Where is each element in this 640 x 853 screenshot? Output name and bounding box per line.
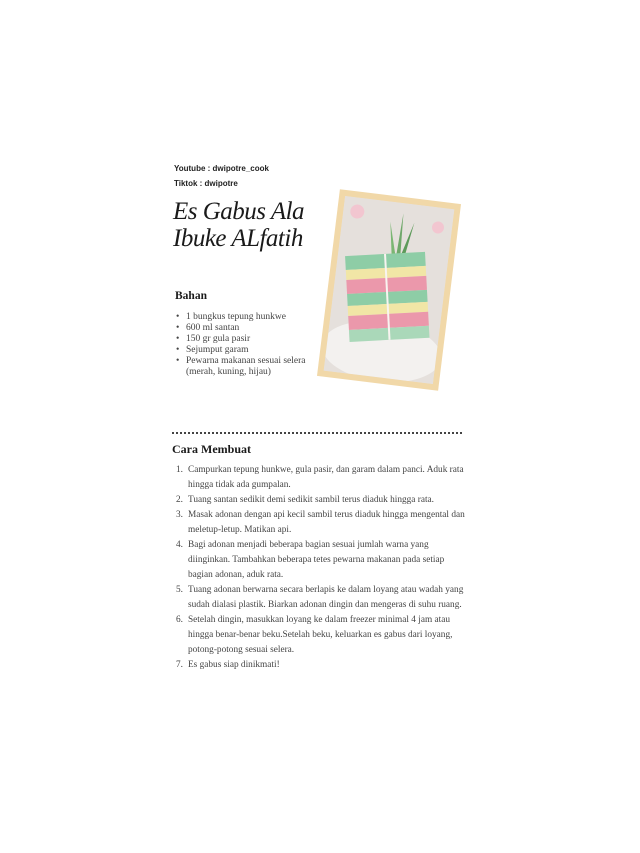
ingredient-item: • 1 bungkus tepung hunkwe xyxy=(186,312,316,323)
method-heading: Cara Membuat xyxy=(172,442,251,456)
recipe-title xyxy=(173,198,304,252)
ingredient-item: • 600 ml santan xyxy=(186,323,316,334)
method-step: 2. Tuang santan sedikit demi sedikit sambil terus diaduk hingga rata. xyxy=(176,495,434,505)
tiktok-handle: Tiktok : dwipotre xyxy=(174,179,238,188)
ingredients-heading: Bahan xyxy=(175,290,207,302)
ingredient-item: • Sejumput garam xyxy=(186,345,316,356)
es-gabus-illustration xyxy=(324,196,455,384)
method-steps-list xyxy=(176,463,466,673)
method-step: 4. Bagi adonan menjadi beberapa bagian sesuai jumlah warna yang diinginkan. Tambahkan beberapa tetes pewarna makanan pada setiap bagian adonan, aduk rata. xyxy=(176,540,445,580)
method-step: 7. Es gabus siap dinikmati! xyxy=(176,660,280,670)
ingredients-list xyxy=(175,312,316,378)
method-step: 6. Setelah dingin, masukkan loyang ke dalam freezer minimal 4 jam atau hingga benar-benar beku.Setelah beku, keluarkan es gabus dari loyang, potong-potong sesuai selera. xyxy=(176,615,453,655)
ingredient-item: • 150 gr gula pasir xyxy=(186,334,316,345)
method-step: 1. Campurkan tepung hunkwe, gula pasir, dan garam dalam panci. Aduk rata hingga tidak ada gumpalan. xyxy=(176,465,464,490)
recipe-title-line-2: Ibuke ALfatih xyxy=(173,225,303,252)
youtube-handle: Youtube : dwipotre_cook xyxy=(174,164,269,173)
recipe-photo-frame xyxy=(317,189,461,390)
recipe-photo xyxy=(324,196,455,384)
ingredient-item: • Pewarna makanan sesuai selera (merah, kuning, hijau) xyxy=(186,356,316,378)
recipe-title-line-1: Es Gabus Ala xyxy=(173,198,305,225)
section-divider xyxy=(172,432,462,434)
method-step: 5. Tuang adonan berwarna secara berlapis ke dalam loyang atau wadah yang sudah dialasi plastik. Biarkan adonan dingin dan mengeras di suhu ruang. xyxy=(176,585,464,610)
method-step: 3. Masak adonan dengan api kecil sambil terus diaduk hingga mengental dan meletup-letup. Matikan api. xyxy=(176,510,465,535)
